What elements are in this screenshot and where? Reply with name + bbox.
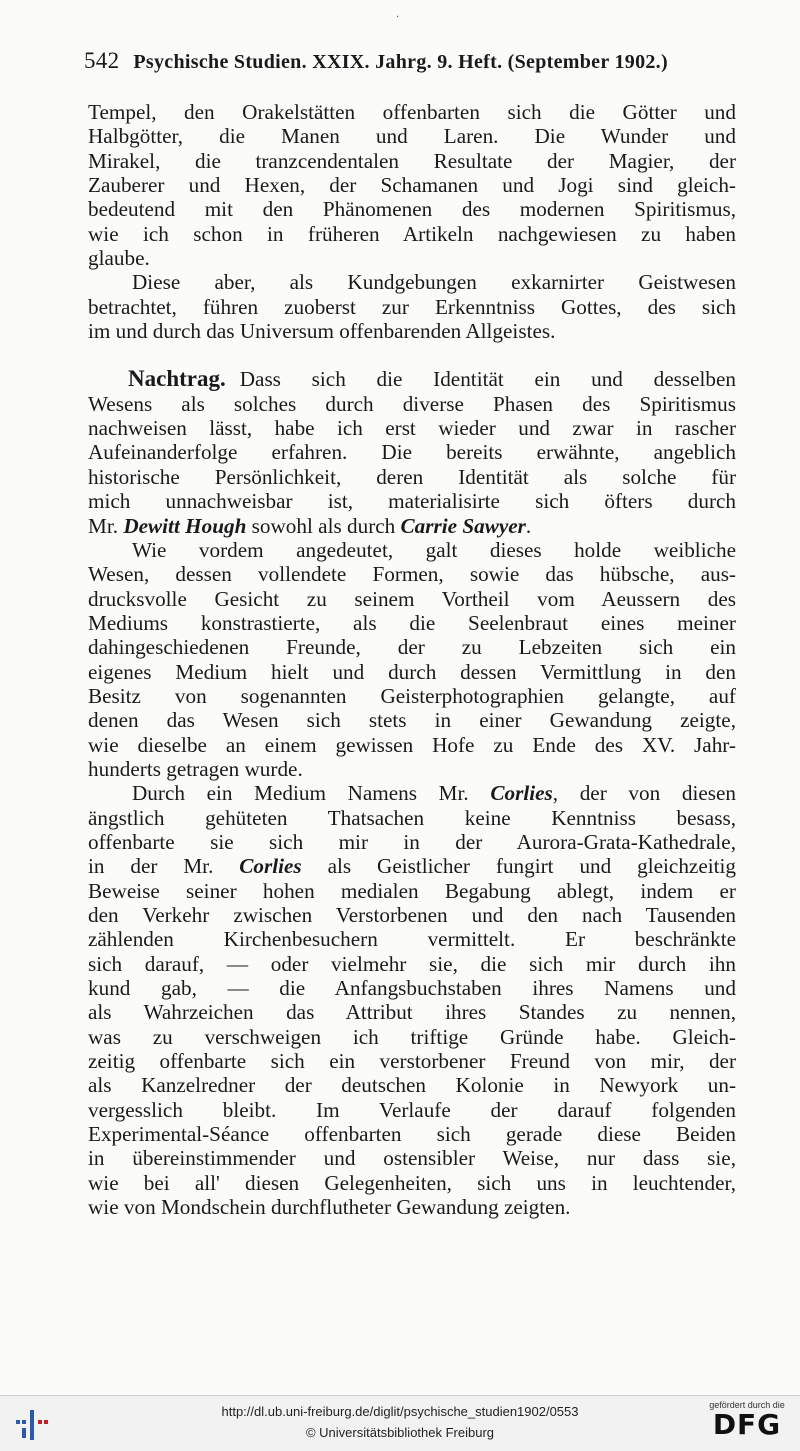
text-line [88,781,736,805]
nachtrag-heading: Nachtrag. [128,366,226,392]
person-name: Dewitt Hough [123,513,247,538]
article-body [88,100,736,1219]
dfg-logo [704,1400,790,1440]
text-line: wie bei all' diesen Gelegenheiten, sich uns in leuchtender, [88,1170,736,1195]
text-fragment: Dass sich die Identität ein und desselben [239,367,736,392]
text-line: wie von Mondschein durchflutheter Gewandung zeigten. [88,1195,571,1220]
text-line: Wesen, dessen vollendete Formen, sowie das hübsche, aus- [88,562,736,587]
text-line: Wesens als solches durch diverse Phasen des Spiritismus [88,391,736,416]
text-fragment: . [525,513,532,538]
text-line: mich unnachweisbar ist, materialisirte sich öfters durch [88,489,736,514]
text-line: zeitig offenbarte sich ein verstorbener Freund von mir, der [88,1049,736,1074]
dfg-wordmark: DFG [712,1408,782,1441]
text-line: offenbarte sie sich mir in der Aurora-Grata-Kathedrale, [88,829,736,854]
text-fragment: in der Mr. [88,854,214,879]
copyright-notice: © Universitätsbibliothek Freiburg [305,1425,495,1440]
text-line [88,514,736,538]
text-fragment: Durch ein Medium Namens Mr. [132,781,469,806]
text-line: Experimental-Séance offenbarten sich gerade diese Beiden [88,1122,736,1147]
text-line: in übereinstimmender und ostensibler Weise, nur dass sie, [88,1146,736,1171]
text-line: hunderts getragen wurde. [88,756,303,781]
text-line: Besitz von sogenannten Geisterphotographien gelangte, auf [88,683,736,708]
text-line: nachweisen lässt, habe ich erst wieder und zwar in rascher [88,416,736,441]
running-title: Psychische Studien. XXIX. Jahrg. 9. Heft. (September 1902.) [133,51,668,73]
text-line [88,854,736,878]
text-line: Tempel, den Orakelstätten offenbarten sich die Götter und [88,100,736,124]
permalink-url[interactable]: http://dl.ub.uni-freiburg.de/diglit/psychische_studien1902/0553 [221,1404,579,1419]
text-line: im und durch das Universum offenbarenden Allgeistes. [88,319,556,344]
text-line: Diese aber, als Kundgebungen exkarnirter Geistwesen [132,270,736,295]
text-line: glaube. [88,246,150,271]
person-name: Carrie Sawyer [400,513,526,538]
text-line: drucksvolle Gesicht zu seinem Vortheil vom Aeussern des [88,586,736,611]
section-gap [88,343,736,367]
text-line: Mediums konstrastierte, als die Seelenbraut eines meiner [88,610,736,635]
text-line: Zauberer und Hexen, der Schamanen und Jogi sind gleich- [88,173,736,198]
text-line: Beweise seiner hohen medialen Begabung ablegt, indem er [88,878,736,903]
text-line: als Wahrzeichen das Attribut ihres Standes zu nennen, [88,1000,736,1025]
text-fragment: sowohl als durch [251,513,396,538]
text-line: Mirakel, die tranzcendentalen Resultate der Magier, der [88,148,736,173]
text-line: ängstlich gehüteten Thatsachen keine Kenntniss besass, [88,805,736,830]
nachtrag-line [88,367,736,391]
text-line: sich darauf, — oder vielmehr sie, die sich mir durch ihn [88,951,736,976]
text-line: eigenes Medium hielt und durch dessen Vermittlung in den [88,659,736,684]
text-line: den Verkehr zwischen Verstorbenen und den nach Tausenden [88,903,736,927]
scan-mark: · [396,12,400,23]
text-line: Halbgötter, die Manen und Laren. Die Wunder und [88,124,736,149]
text-line: betrachtet, führen zuoberst zur Erkenntniss Gottes, des sich [88,294,736,319]
text-line: Aufeinanderfolge erfahren. Die bereits erwähnte, angeblich [88,440,736,465]
text-line: bedeutend mit den Phänomenen des modernen Spiritismus, [88,197,736,222]
text-fragment: , der von diesen [552,781,736,806]
text-fragment: Mr. [88,513,119,538]
text-line: denen das Wesen sich stets in einer Gewandung zeigte, [88,708,736,733]
text-line: was zu verschweigen ich triftige Gründe habe. Gleich- [88,1024,736,1049]
text-line: dahingeschiedenen Freunde, der zu Lebzeiten sich ein [88,635,736,660]
text-line: vergesslich bleibt. Im Verlaufe der darauf folgenden [88,1097,736,1122]
dfg-caption: gefördert durch die [709,1400,785,1410]
viewer-footer [0,1395,800,1451]
text-line: als Kanzelredner der deutschen Kolonie in Newyork un- [88,1073,736,1098]
text-line: zählenden Kirchenbesuchern vermittelt. Er beschränkte [88,927,736,952]
text-line: kund gab, — die Anfangsbuchstaben ihres Namens und [88,976,736,1001]
text-line: wie ich schon in früheren Artikeln nachgewiesen zu haben [88,221,736,246]
text-line: wie dieselbe an einem gewissen Hofe zu Ende des XV. Jahr- [88,732,736,757]
text-line: historische Persönlichkeit, deren Identität als solche für [88,464,736,489]
text-line: Wie vordem angedeutet, galt dieses holde weibliche [132,537,736,562]
person-name: Corlies [490,781,553,806]
person-name: Corlies [239,854,302,879]
running-header [84,48,736,74]
text-fragment: als Geistlicher fungirt und gleichzeitig [327,854,736,879]
page-number: 542 [84,48,120,73]
